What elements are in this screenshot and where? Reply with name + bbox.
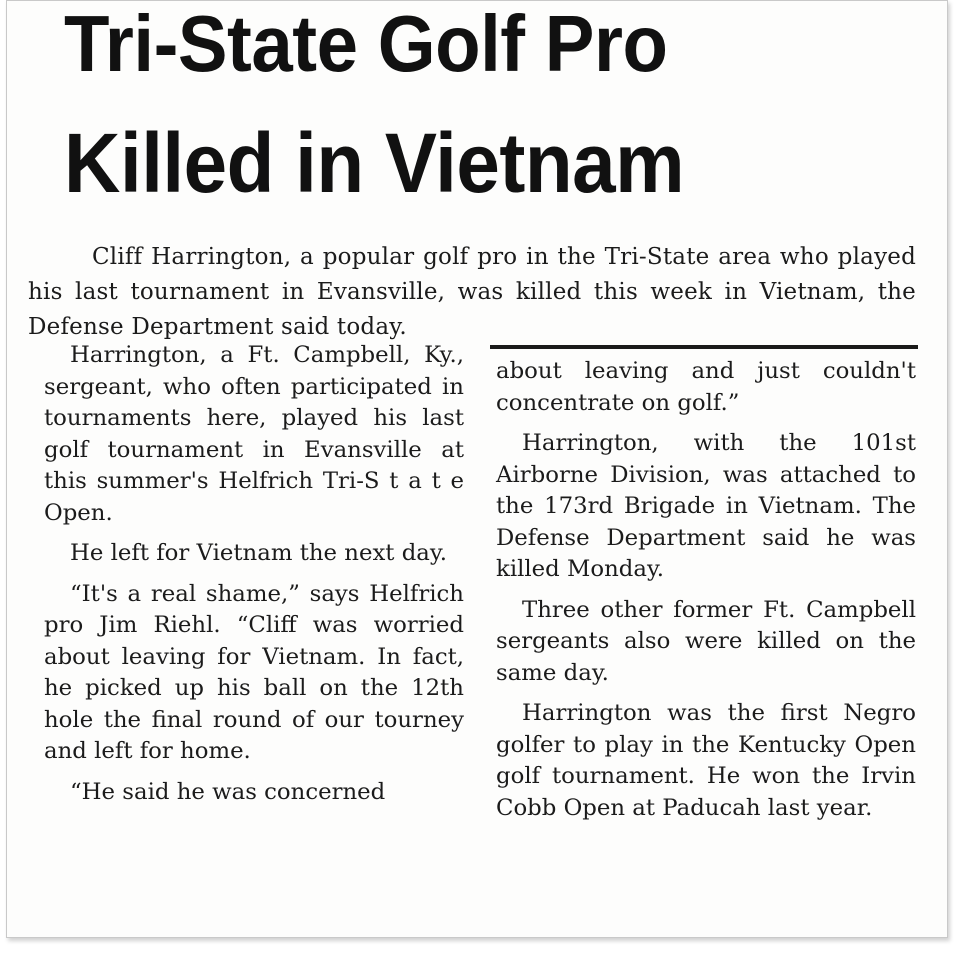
left-column xyxy=(44,340,464,817)
right-paragraph-2: Harrington, with the 101st Airborne Division, was attached to the 173rd Brigade in Vietnam. The Defense Department said he was killed Monday. xyxy=(496,430,916,582)
right-paragraph-1: about leaving and just couldn't concentrate on golf.” xyxy=(496,358,916,416)
left-paragraph-4: “He said he was concerned xyxy=(70,778,386,805)
headline-line-2: Killed in Vietnam xyxy=(64,116,685,210)
headline-line-1: Tri-State Golf Pro xyxy=(64,0,668,88)
column-divider-rule xyxy=(490,345,918,349)
left-paragraph-1: Harrington, a Ft. Campbell, Ky., sergeant, who often participated in tournaments here, played his last golf tournament in Evansville at this summer's Helfrich Tri-S t a t e Open. xyxy=(44,342,464,526)
left-paragraph-3: “It's a real shame,” says Helfrich pro Jim Riehl. “Cliff was worried about leaving for Vietnam. In fact, he picked up his ball on the 12th hole the final round of our tourney and left for home. xyxy=(44,580,464,764)
right-paragraph-3: Three other former Ft. Campbell sergeants also were killed on the same day. xyxy=(496,596,916,686)
right-column xyxy=(496,356,916,833)
right-paragraph-4: Harrington was the first Negro golfer to play in the Kentucky Open golf tournament. He won the Irvin Cobb Open at Paducah last year. xyxy=(496,700,916,821)
left-paragraph-2: He left for Vietnam the next day. xyxy=(70,540,447,566)
lede-paragraph: Cliff Harrington, a popular golf pro in the Tri-State area who played his last tournament in Evansville, was killed this week in Vietnam, the Defense Department said today. xyxy=(28,244,916,340)
